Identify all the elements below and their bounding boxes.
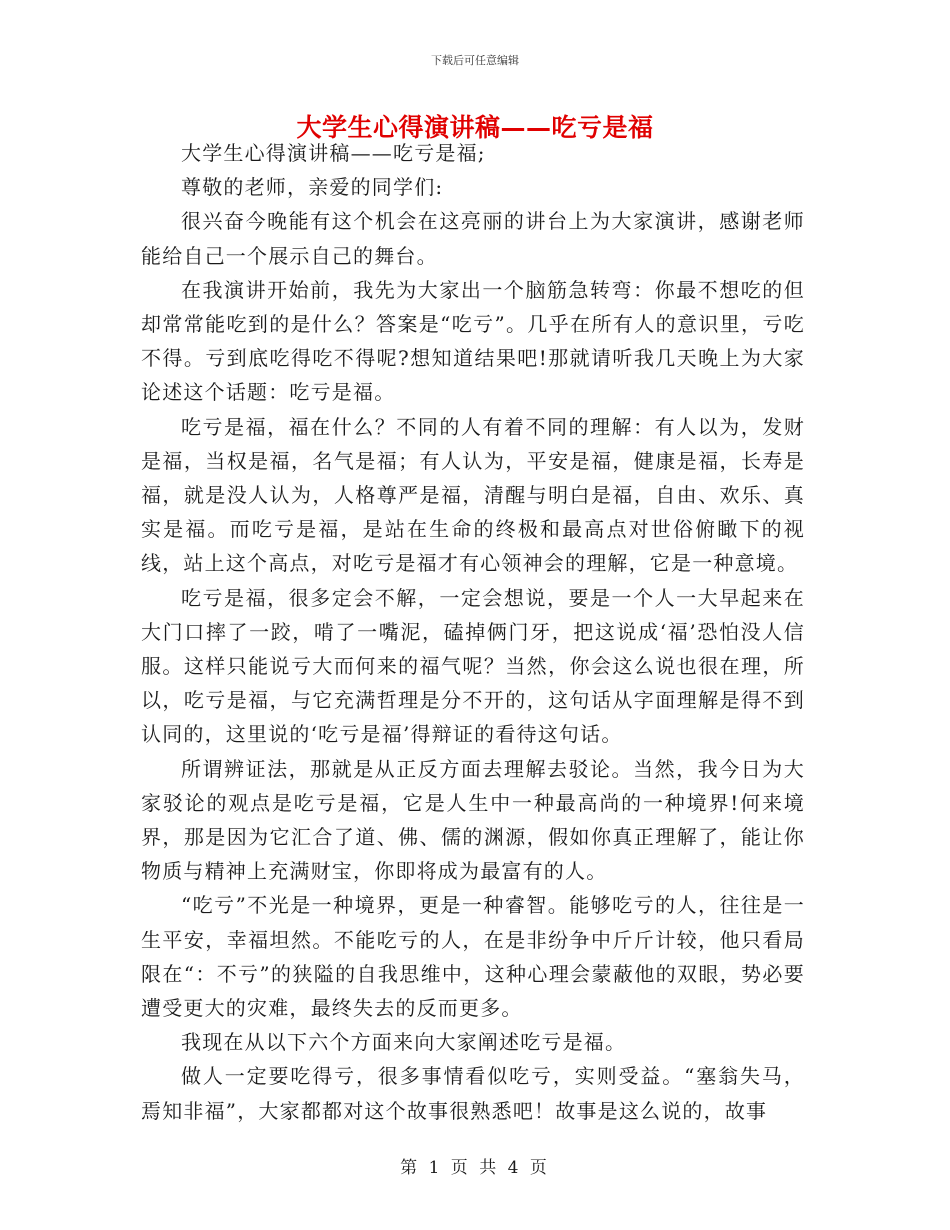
paragraph-1: 大学生心得演讲稿——吃亏是福;	[181, 141, 486, 165]
paragraph-3: 很兴奋今晚能有这个机会在这亮丽的讲台上为大家演讲，感谢老师能给自己一个展示自己的舞台。	[141, 209, 805, 268]
paragraph-10: 做人一定要吃得亏，很多事情看似吃亏，实则受益。“塞翁失马，焉知非福”，大家都都对这个故事很熟悉吧！故事是这么说的，故事	[141, 1064, 805, 1123]
paragraph-5: 吃亏是福，福在什么？不同的人有着不同的理解：有人以为，发财是福，当权是福，名气是福；有人认为，平安是福，健康是福，长寿是福，就是没人认为，人格尊严是福，清醒与明白是福，自由、欢乐、真实是福。而吃亏是福，是站在生命的终极和最高点对世俗俯瞰下的视线，站上这个高点，对吃亏是福才有心领神会的理解，它是一种意境。	[141, 414, 805, 576]
paragraph-6: 吃亏是福，很多定会不解，一定会想说，要是一个人一大早起来在大门口摔了一跤，啃了一嘴泥，磕掉俩门牙，把这说成‘福’恐怕没人信服。这样只能说亏大而何来的福气呢？当然，你会这么说也很在理，所以，吃亏是福，与它充满哲理是分不开的，这句话从字面理解是得不到认同的，这里说的‘吃亏是福’得辩证的看待这句话。	[141, 585, 805, 747]
paragraph-4: 在我演讲开始前，我先为大家出一个脑筋急转弯：你最不想吃的但却常常能吃到的是什么？答案是“吃亏”。几乎在所有人的意识里，亏吃不得。亏到底吃得吃不得呢?想知道结果吧!那就请听我几天晚上为大家论述这个话题：吃亏是福。	[141, 277, 805, 405]
paragraph-9: 我现在从以下六个方面来向大家阐述吃亏是福。	[181, 1030, 627, 1055]
paragraph-7: 所谓辨证法，那就是从正反方面去理解去驳论。当然，我今日为大家驳论的观点是吃亏是福，它是人生中一种最高尚的一种境界!何来境界，那是因为它汇合了道、佛、儒的渊源，假如你真正理解了，能让你物质与精神上充满财宝，你即将成为最富有的人。	[141, 756, 805, 884]
document-body	[141, 136, 805, 1128]
paragraph-2: 尊敬的老师，亲爱的同学们:	[181, 175, 444, 200]
page-number-footer: 第 1 页 共 4 页	[400, 1158, 550, 1178]
document-title: 大学生心得演讲稿——吃亏是福	[296, 113, 654, 142]
page-header-note: 下载后可任意编辑	[431, 54, 519, 67]
paragraph-8: “吃亏”不光是一种境界，更是一种睿智。能够吃亏的人，往往是一生平安，幸福坦然。不能吃亏的人，在是非纷争中斤斤计较，他只看局限在“：不亏”的狭隘的自我思维中，这种心理会蒙蔽他的双眼，势必要遭受更大的灾难，最终失去的反而更多。	[141, 893, 805, 1021]
